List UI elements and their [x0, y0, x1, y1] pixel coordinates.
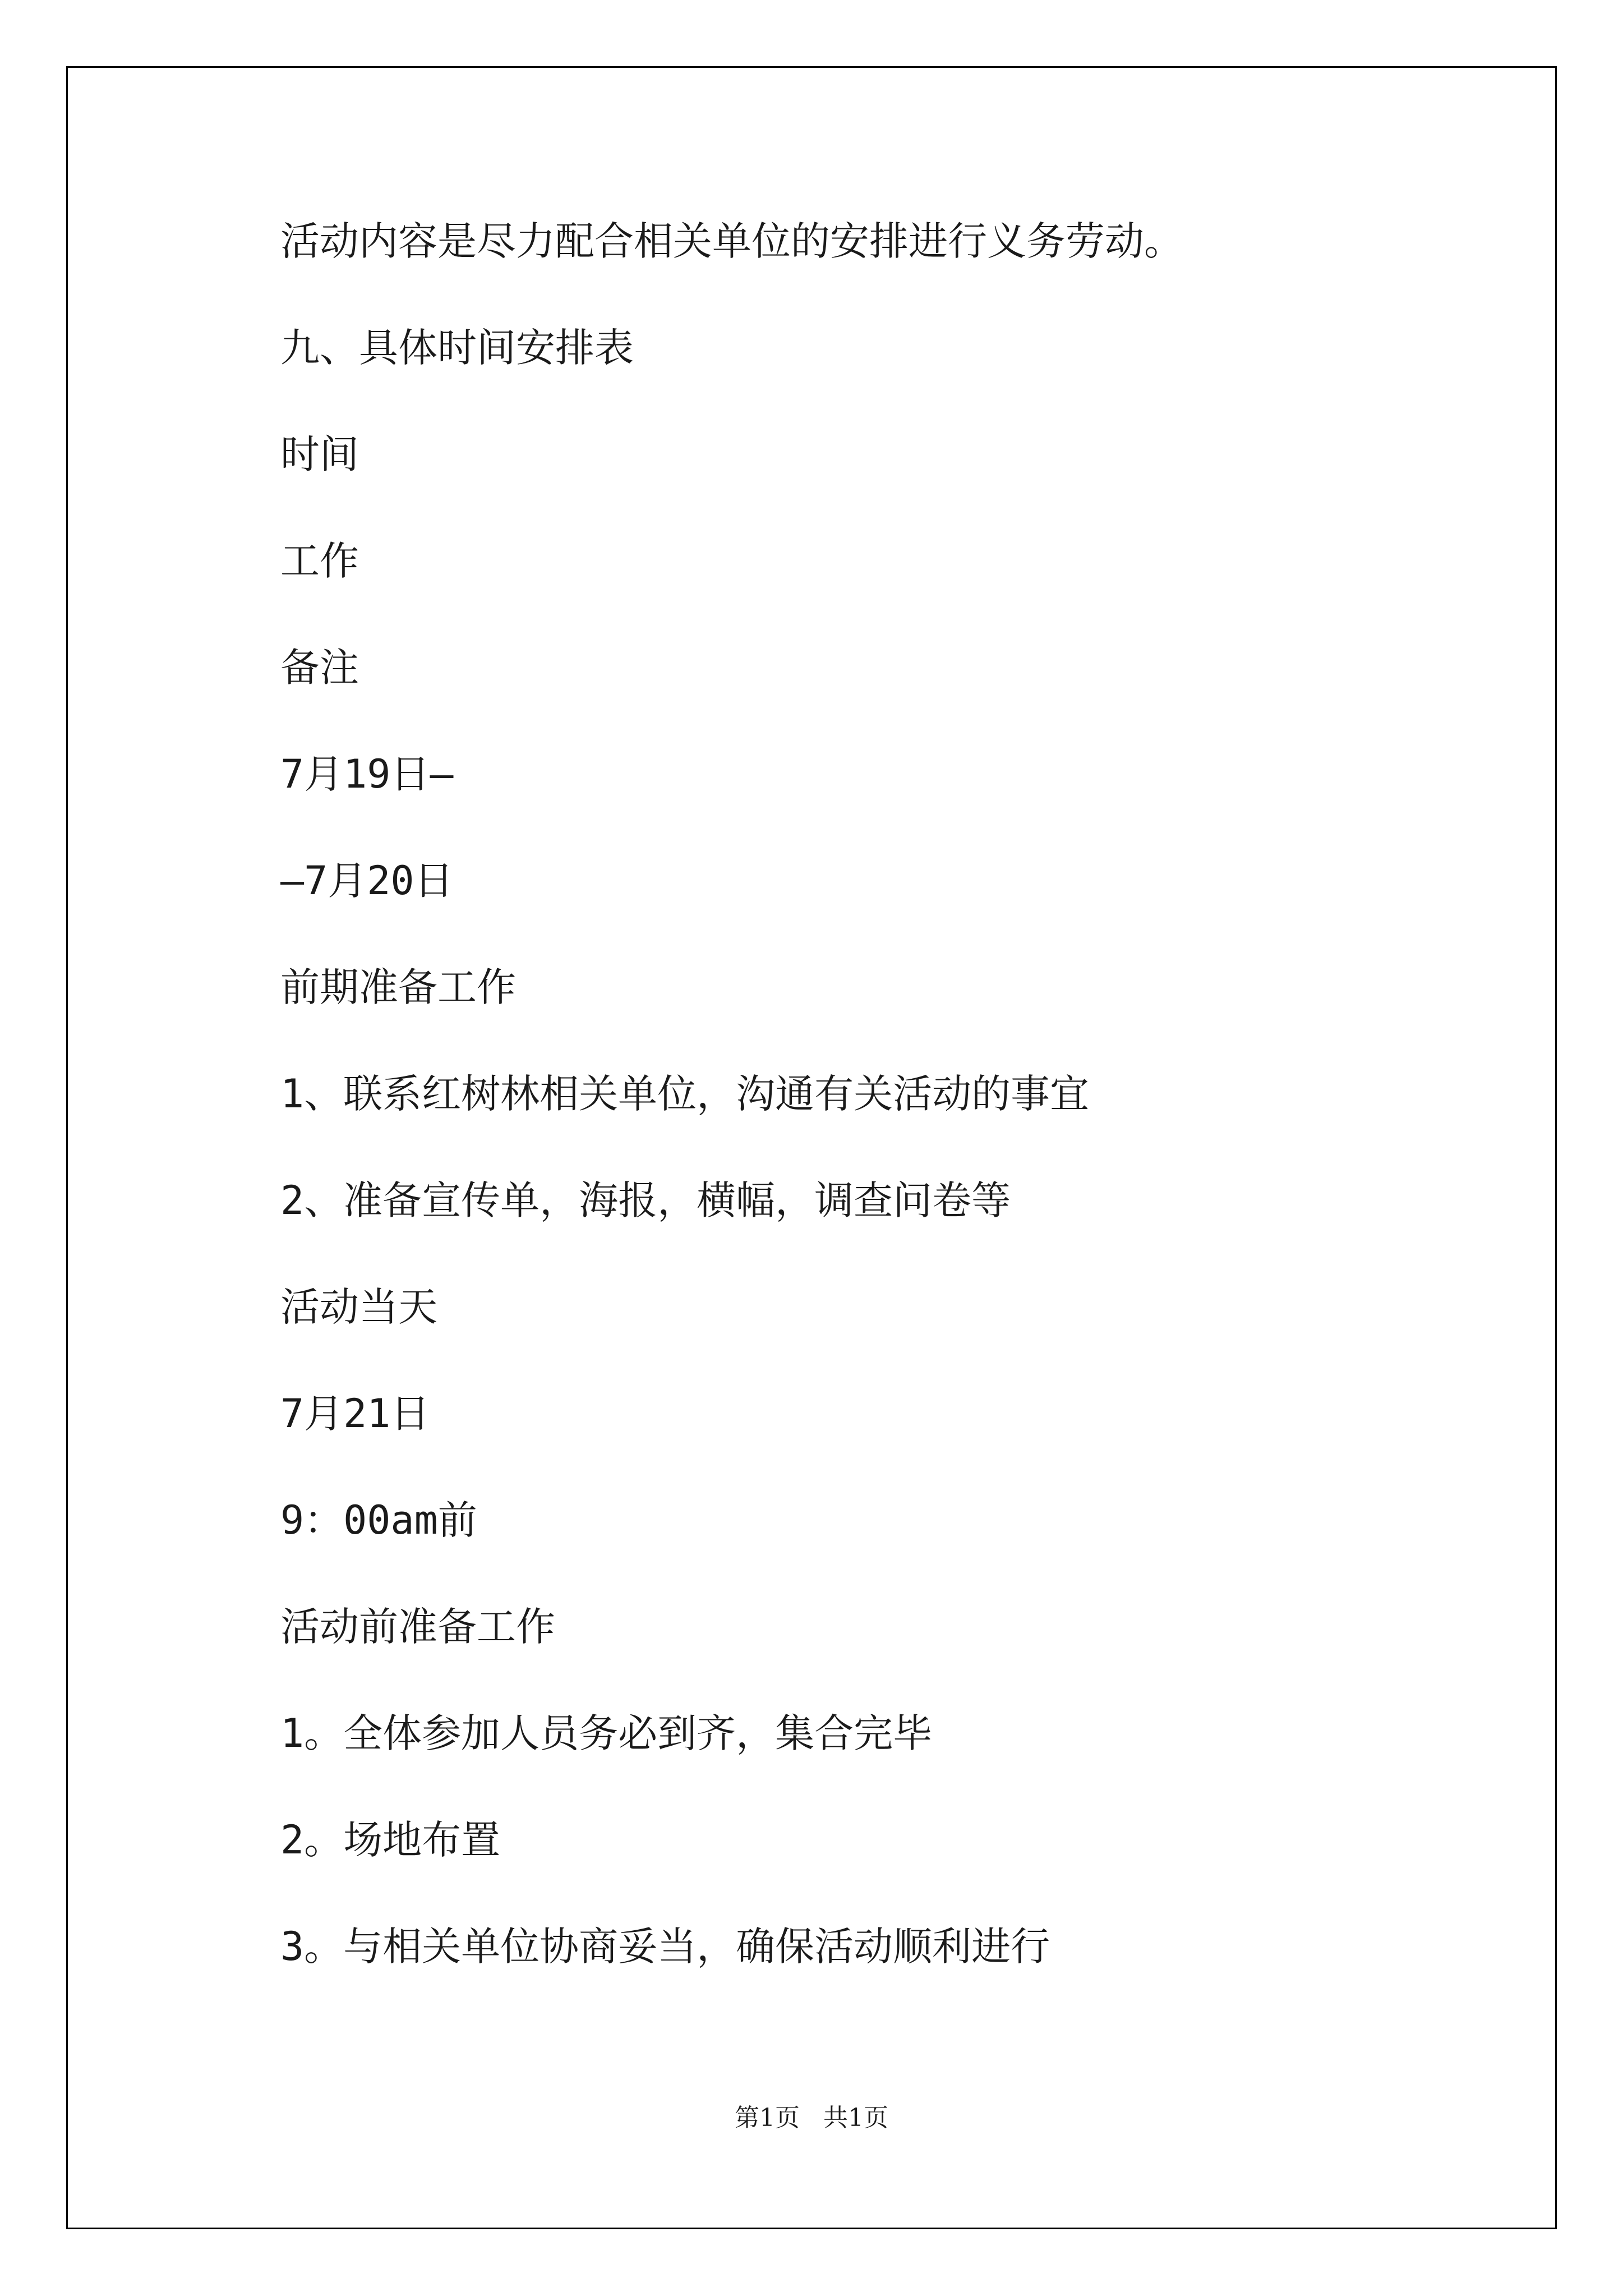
text-line: 7月19日— — [280, 751, 454, 797]
text-line: 1。全体参加人员务必到齐，集合完毕 — [280, 1710, 933, 1756]
text-line: 活动当天 — [280, 1284, 437, 1330]
text-line: —7月20日 — [280, 858, 454, 904]
section-heading: 九、具体时间安排表 — [280, 325, 634, 371]
text-line: 7月21日 — [280, 1391, 430, 1437]
page-border — [66, 66, 1557, 2229]
text-line: 活动内容是尽力配合相关单位的安排进行义务劳动。 — [280, 218, 1183, 264]
text-line: 1、联系红树林相关单位，沟通有关活动的事宜 — [280, 1071, 1090, 1117]
text-line: 2。场地布置 — [280, 1817, 501, 1863]
text-line: 备注 — [280, 645, 359, 691]
text-line: 9：00am前 — [280, 1497, 477, 1543]
page-number-footer: 第1页 共1页 — [735, 2104, 888, 2132]
text-line: 工作 — [280, 538, 359, 584]
text-line: 时间 — [280, 431, 359, 477]
text-line: 2、准备宣传单，海报，横幅，调查问卷等 — [280, 1177, 1011, 1223]
text-line: 3。与相关单位协商妥当，确保活动顺利进行 — [280, 1924, 1050, 1970]
text-line: 活动前准备工作 — [280, 1604, 555, 1650]
text-line: 前期准备工作 — [280, 964, 516, 1010]
